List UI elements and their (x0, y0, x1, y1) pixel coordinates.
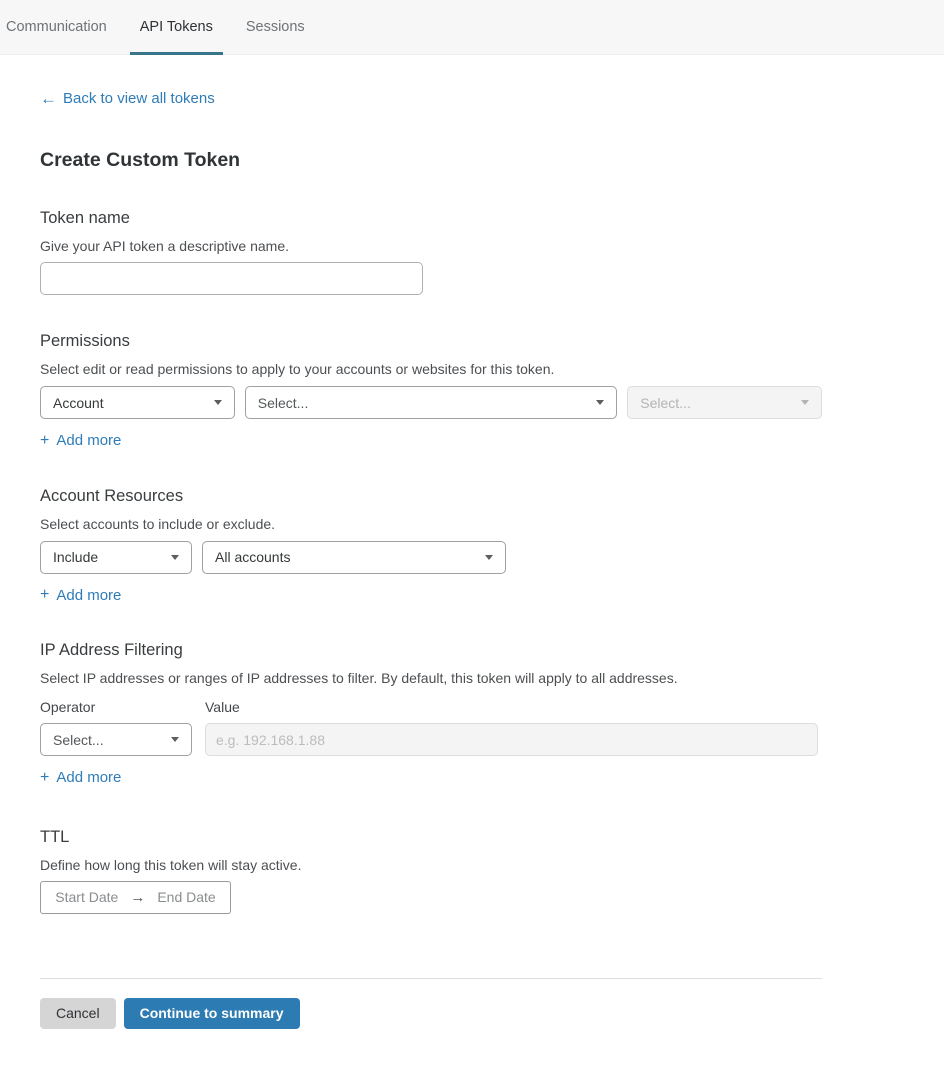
permissions-add-more-label: Add more (56, 432, 122, 449)
right-arrow-icon: → (130, 888, 146, 906)
permissions-description: Select edit or read permissions to apply to your accounts or websites for this token. (40, 361, 555, 377)
ip-value-input (205, 723, 818, 756)
end-date-placeholder: End Date (157, 889, 216, 905)
footer-divider (40, 978, 822, 979)
account-resources-accounts-select-value: All accounts (215, 549, 291, 565)
chevron-down-icon (596, 400, 604, 405)
permission-resource-select-value: Select... (257, 394, 309, 411)
ip-filtering-add-more-link[interactable] (40, 769, 121, 786)
cancel-button[interactable]: Cancel (40, 998, 116, 1029)
back-to-tokens-link[interactable] (40, 90, 215, 107)
tab-sessions[interactable]: Sessions (245, 19, 305, 35)
permission-access-select-value: Select... (640, 394, 691, 411)
start-date-placeholder: Start Date (55, 889, 119, 905)
main-content (0, 55, 862, 1065)
tab-bar (0, 0, 944, 55)
ip-operator-select-value: Select... (53, 731, 104, 748)
account-resources-accounts-select[interactable] (202, 541, 506, 574)
chevron-down-icon (171, 737, 179, 742)
chevron-down-icon (485, 555, 493, 560)
ip-filtering-add-more-label: Add more (56, 769, 122, 786)
chevron-down-icon (801, 400, 809, 405)
ttl-section (40, 828, 822, 914)
page-title: Create Custom Token (40, 149, 241, 171)
token-name-section (40, 209, 822, 295)
account-resources-heading: Account Resources (40, 486, 184, 505)
plus-icon: + (40, 768, 50, 786)
permissions-heading: Permissions (40, 332, 130, 350)
plus-icon: + (40, 431, 50, 449)
ip-filtering-section (40, 641, 822, 787)
account-resources-mode-select-value: Include (53, 549, 99, 565)
ip-filtering-controls-row (40, 723, 822, 756)
account-resources-description: Select accounts to include or exclude. (40, 515, 276, 532)
account-resources-add-more-label: Add more (56, 586, 122, 604)
value-label: Value (205, 699, 240, 715)
permissions-controls-row (40, 386, 822, 419)
chevron-down-icon (171, 555, 179, 560)
ttl-heading: TTL (40, 827, 70, 846)
token-name-heading: Token name (40, 209, 130, 227)
permissions-section (40, 332, 822, 450)
ip-operator-select[interactable] (40, 723, 192, 756)
chevron-down-icon (214, 400, 222, 405)
ip-filtering-field-labels (40, 699, 822, 715)
plus-icon: + (40, 586, 50, 603)
ip-filtering-description: Select IP addresses or ranges of IP addresses to filter. By default, this token will apply to all addresses. (40, 670, 678, 686)
account-resources-mode-select[interactable] (40, 541, 192, 574)
back-link-label: Back to view all tokens (63, 90, 215, 107)
token-name-description: Give your API token a descriptive name. (40, 238, 290, 254)
ttl-date-range-picker[interactable] (40, 881, 231, 914)
account-resources-section (40, 487, 822, 605)
ip-filtering-heading: IP Address Filtering (40, 641, 183, 659)
token-name-input[interactable] (40, 262, 423, 295)
account-resources-add-more-link[interactable] (40, 587, 121, 604)
continue-to-summary-button[interactable]: Continue to summary (124, 998, 300, 1029)
tab-api-tokens[interactable]: API Tokens (130, 0, 223, 54)
operator-label: Operator (40, 699, 96, 715)
footer-actions (40, 998, 822, 1065)
permission-resource-select[interactable] (245, 386, 618, 419)
permission-scope-select-value: Account (53, 394, 104, 411)
permission-scope-select[interactable] (40, 386, 235, 419)
account-resources-controls-row (40, 541, 822, 574)
permission-access-select (627, 386, 822, 419)
tab-communication[interactable]: Communication (6, 19, 107, 35)
ttl-description: Define how long this token will stay active. (40, 856, 302, 873)
permissions-add-more-link[interactable] (40, 432, 121, 449)
back-arrow-icon: ← (40, 89, 57, 108)
